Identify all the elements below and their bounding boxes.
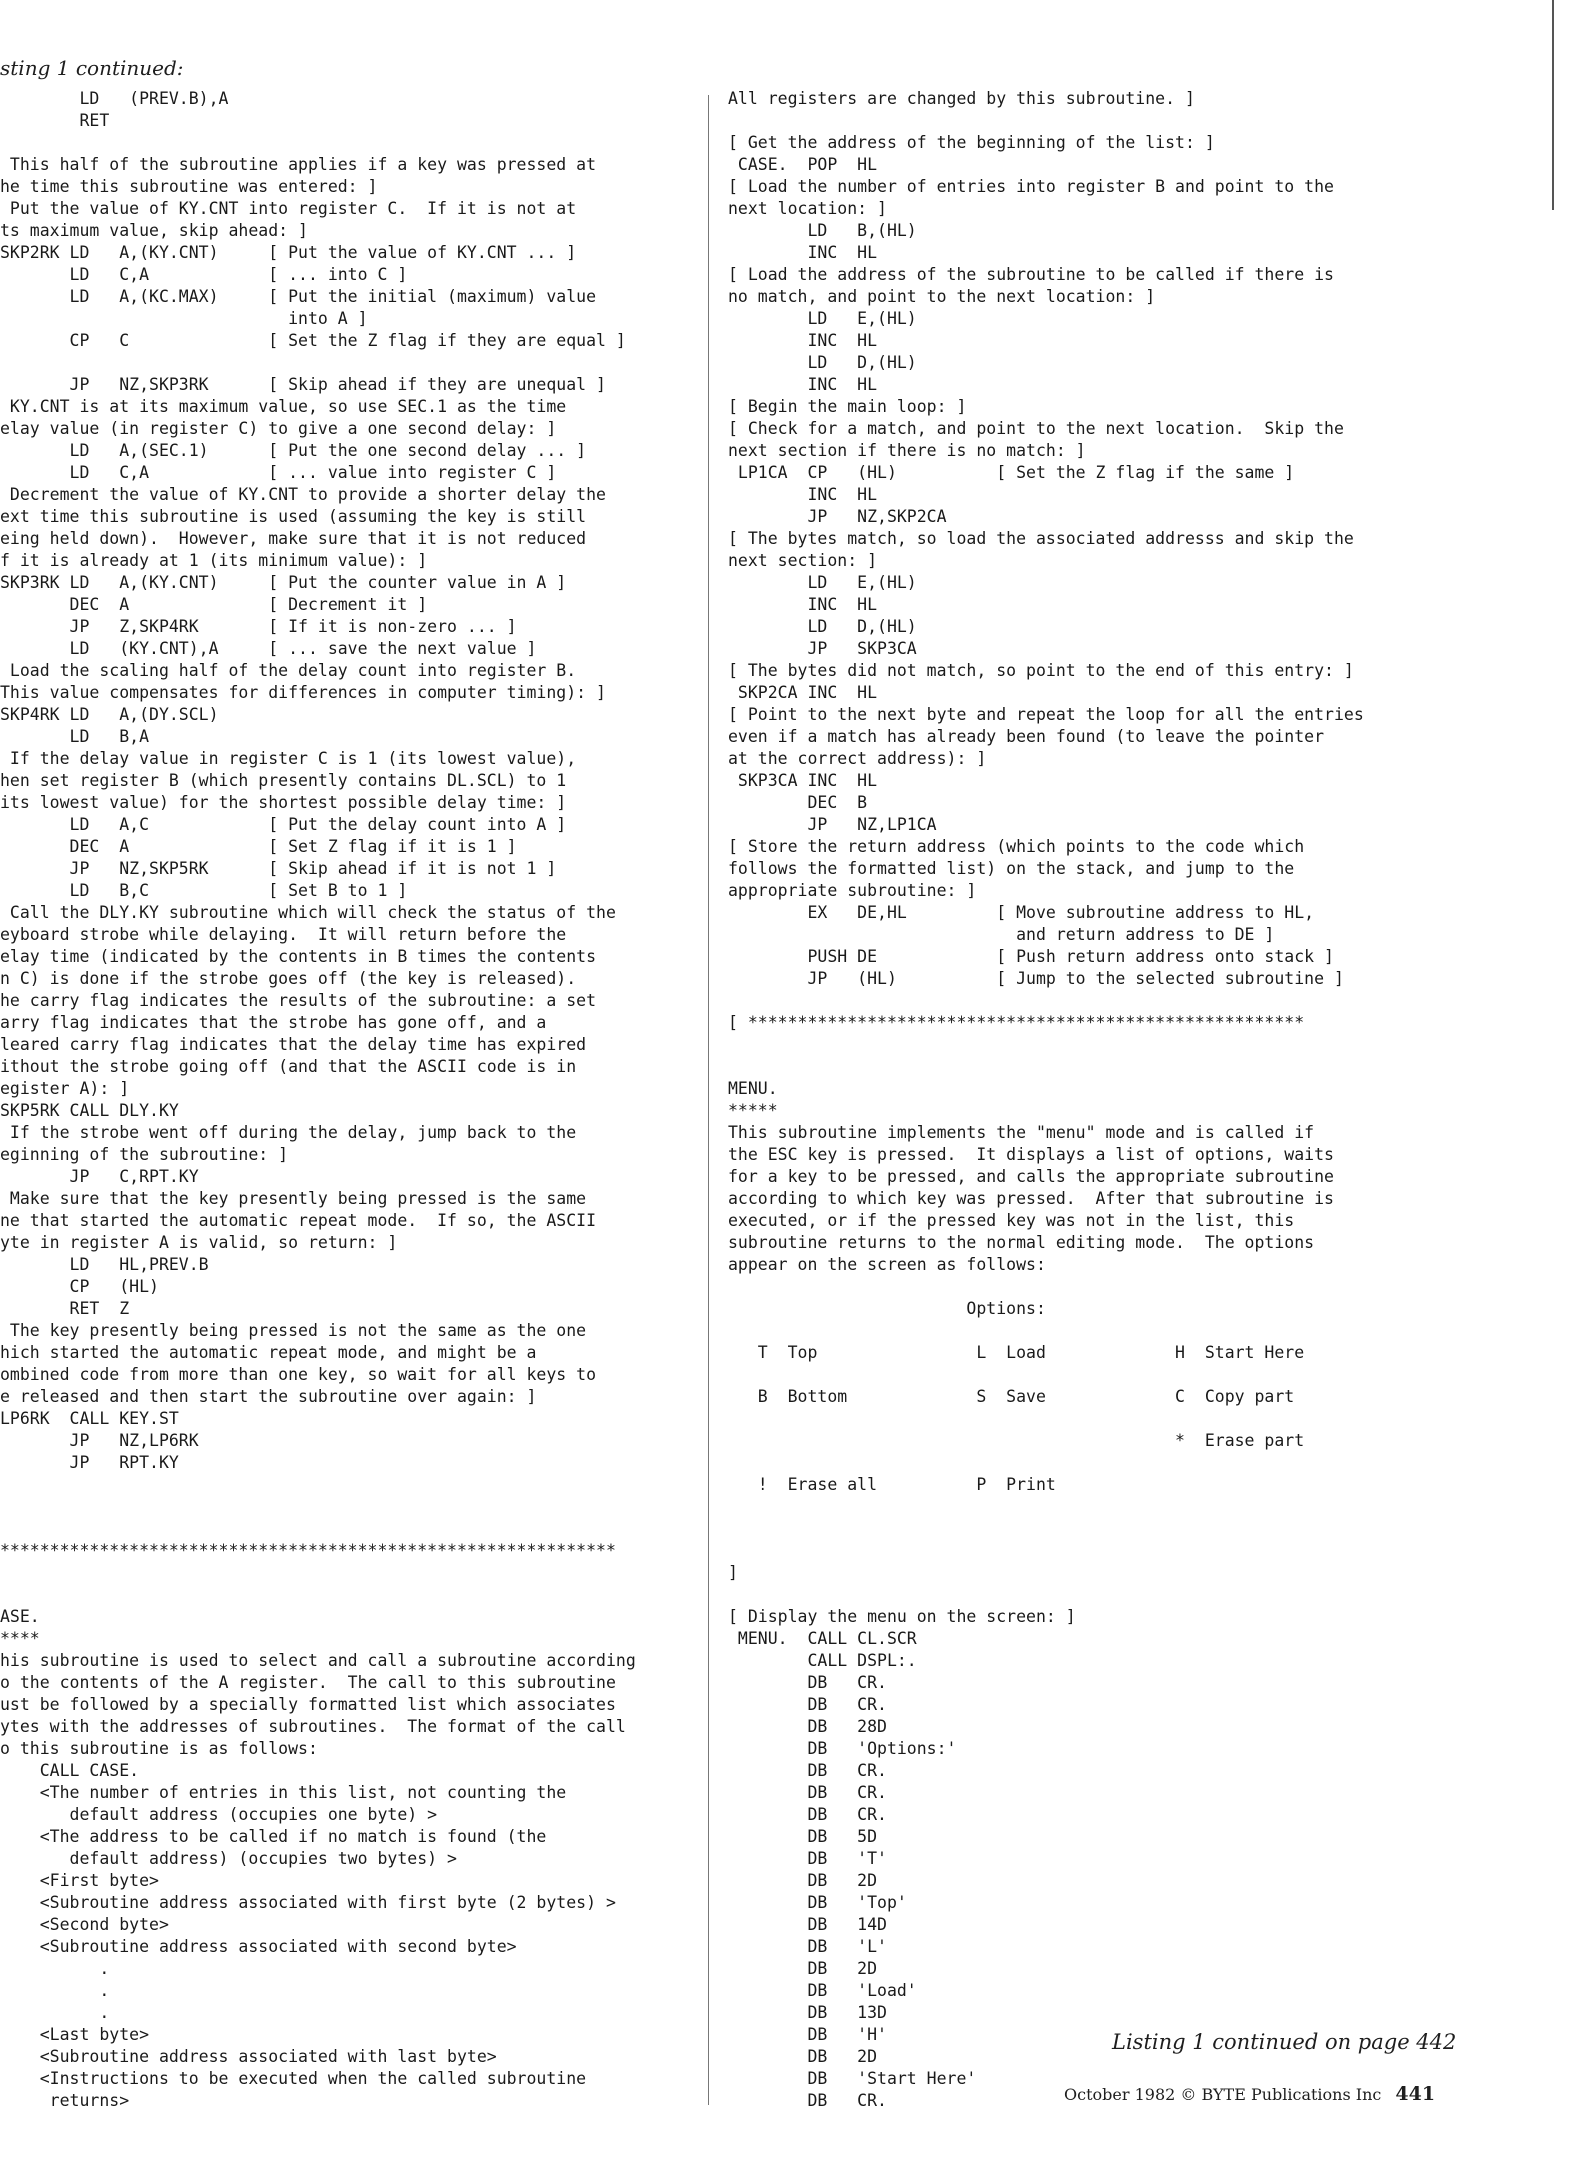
code-line: If the strobe went off during the delay, jump back to the xyxy=(0,1123,577,1142)
code-line: LD B,C [ Set B to 1 ] xyxy=(0,881,408,900)
code-line: DB 'Options:' xyxy=(728,1739,957,1758)
code-line: Put the value of KY.CNT into register C. If it is not at xyxy=(0,199,577,218)
code-line: INC HL xyxy=(728,485,878,504)
code-line: hich started the automatic repeat mode, and might be a xyxy=(0,1343,537,1362)
code-line: JP NZ,SKP3RK [ Skip ahead if they are unequal ] xyxy=(0,375,606,394)
code-line: CALL CASE. xyxy=(0,1761,140,1780)
code-line: LD D,(HL) xyxy=(728,353,917,372)
footer-credit: October 1982 © BYTE Publications Inc xyxy=(1064,2085,1382,2104)
code-line: [ Store the return address (which points to the code which xyxy=(728,837,1305,856)
code-line: [ Load the address of the subroutine to be called if there is xyxy=(728,265,1334,284)
code-line: LP1CA CP (HL) [ Set the Z flag if the same ] xyxy=(728,463,1295,482)
code-line: [ Load the number of entries into register B and point to the xyxy=(728,177,1334,196)
code-line: its lowest value) for the shortest possible delay time: ] xyxy=(0,793,567,812)
code-line: LD HL,PREV.B xyxy=(0,1255,209,1274)
code-line: JP NZ,LP1CA xyxy=(728,815,937,834)
code-line: DB CR. xyxy=(728,1805,887,1824)
code-line: DEC A [ Set Z flag if it is 1 ] xyxy=(0,837,517,856)
code-line: e released and then start the subroutine over again: ] xyxy=(0,1387,537,1406)
code-line: appropriate subroutine: ] xyxy=(728,881,977,900)
code-line: MENU. xyxy=(728,1079,778,1098)
code-line: the ESC key is pressed. It displays a list of options, waits xyxy=(728,1145,1334,1164)
code-line: JP NZ,SKP5RK [ Skip ahead if it is not 1 ] xyxy=(0,859,557,878)
code-line: DB 'L' xyxy=(728,1937,887,1956)
code-line: <The address to be called if no match is found (the xyxy=(0,1827,547,1846)
code-line: subroutine returns to the normal editing mode. The options xyxy=(728,1233,1315,1252)
code-line: JP C,RPT.KY xyxy=(0,1167,199,1186)
code-line: <Second byte> xyxy=(0,1915,169,1934)
code-line: SKP3CA INC HL xyxy=(728,771,878,790)
code-line: RET xyxy=(0,111,110,130)
code-line: All registers are changed by this subroutine. ] xyxy=(728,89,1195,108)
code-line: <First byte> xyxy=(0,1871,159,1890)
code-line: he carry flag indicates the results of the subroutine: a set xyxy=(0,991,597,1010)
code-line: DEC A [ Decrement it ] xyxy=(0,595,428,614)
code-line: The key presently being pressed is not the same as the one xyxy=(0,1321,587,1340)
listing-continued-label: sting 1 continued: xyxy=(0,56,184,80)
code-line: CALL DSPL:. xyxy=(728,1651,917,1670)
code-line: . xyxy=(0,2003,110,2022)
code-line: into A ] xyxy=(0,309,368,328)
code-line: T Top L Load H Start Here xyxy=(728,1343,1305,1362)
code-line: even if a match has already been found (to leave the pointer xyxy=(728,727,1325,746)
code-line: MENU. CALL CL.SCR xyxy=(728,1629,917,1648)
code-line: Make sure that the key presently being pressed is the same xyxy=(0,1189,587,1208)
code-line: f it is already at 1 (its minimum value): ] xyxy=(0,551,428,570)
code-line: DB 2D xyxy=(728,2047,878,2066)
code-line: default address (occupies one byte) > xyxy=(0,1805,438,1824)
code-line: This value compensates for differences in computer timing): ] xyxy=(0,683,606,702)
code-line: DB 2D xyxy=(728,1871,878,1890)
code-line: o this subroutine is as follows: xyxy=(0,1739,318,1758)
code-line: CP C [ Set the Z flag if they are equal ] xyxy=(0,331,626,350)
code-line: LD B,(HL) xyxy=(728,221,917,240)
page-number: 441 xyxy=(1395,2083,1436,2105)
code-line: [ Get the address of the beginning of the list: ] xyxy=(728,133,1215,152)
code-line: DB 2D xyxy=(728,1959,878,1978)
right-code-listing xyxy=(728,88,1364,2112)
code-line: LD A,(KC.MAX) [ Put the initial (maximum) value xyxy=(0,287,597,306)
code-line: ASE. xyxy=(0,1607,40,1626)
code-line: LD C,A [ ... into C ] xyxy=(0,265,408,284)
code-line: ytes with the addresses of subroutines. The format of the call xyxy=(0,1717,626,1736)
code-line: executed, or if the pressed key was not in the list, this xyxy=(728,1211,1295,1230)
code-line: he time this subroutine was entered: ] xyxy=(0,177,378,196)
code-line: EX DE,HL [ Move subroutine address to HL, xyxy=(728,903,1315,922)
code-line: egister A): ] xyxy=(0,1079,130,1098)
code-line: INC HL xyxy=(728,243,878,262)
code-line: elay value (in register C) to give a one second delay: ] xyxy=(0,419,557,438)
code-line: Load the scaling half of the delay count into register B. xyxy=(0,661,577,680)
code-line: INC HL xyxy=(728,331,878,350)
code-line: LD D,(HL) xyxy=(728,617,917,636)
code-line: JP NZ,LP6RK xyxy=(0,1431,199,1450)
code-line: [ Begin the main loop: ] xyxy=(728,397,967,416)
code-line: SKP2RK LD A,(KY.CNT) [ Put the value of KY.CNT ... ] xyxy=(0,243,577,262)
code-line: **** xyxy=(0,1629,40,1648)
code-line: . xyxy=(0,1981,110,2000)
code-line: DB 'T' xyxy=(728,1849,887,1868)
page-footer xyxy=(1064,2083,1435,2105)
code-line: DB 28D xyxy=(728,1717,887,1736)
code-line: * Erase part xyxy=(728,1431,1305,1450)
code-line: and return address to DE ] xyxy=(728,925,1275,944)
code-line: ext time this subroutine is used (assuming the key is still xyxy=(0,507,587,526)
page-edge-rule xyxy=(1552,0,1554,210)
code-line: <Subroutine address associated with first byte (2 bytes) > xyxy=(0,1893,616,1912)
column-divider xyxy=(708,95,709,2105)
code-line: Call the DLY.KY subroutine which will check the status of the xyxy=(0,903,616,922)
code-line: hen set register B (which presently contains DL.SCL) to 1 xyxy=(0,771,567,790)
code-line: JP NZ,SKP2CA xyxy=(728,507,947,526)
code-line: default address) (occupies two bytes) > xyxy=(0,1849,457,1868)
code-line: KY.CNT is at its maximum value, so use SEC.1 as the time xyxy=(0,397,567,416)
code-line: no match, and point to the next location: ] xyxy=(728,287,1156,306)
code-line: JP SKP3CA xyxy=(728,639,917,658)
code-line: DB CR. xyxy=(728,1695,887,1714)
code-line: DB 'H' xyxy=(728,2025,887,2044)
code-line: ************************************************************** xyxy=(0,1541,616,1560)
code-line: DB 5D xyxy=(728,1827,878,1846)
code-line: at the correct address): ] xyxy=(728,749,987,768)
code-line: INC HL xyxy=(728,375,878,394)
code-line: [ Point to the next byte and repeat the loop for all the entries xyxy=(728,705,1364,724)
code-line: eyboard strobe while delaying. It will return before the xyxy=(0,925,567,944)
code-line: Decrement the value of KY.CNT to provide a shorter delay the xyxy=(0,485,606,504)
code-line: arry flag indicates that the strobe has gone off, and a xyxy=(0,1013,547,1032)
left-code-listing xyxy=(0,88,636,2112)
code-line: DB CR. xyxy=(728,1761,887,1780)
code-line: <Subroutine address associated with second byte> xyxy=(0,1937,517,1956)
code-line: SKP3RK LD A,(KY.CNT) [ Put the counter value in A ] xyxy=(0,573,567,592)
code-line: LD E,(HL) xyxy=(728,573,917,592)
code-line: ! Erase all P Print xyxy=(728,1475,1056,1494)
code-line: SKP5RK CALL DLY.KY xyxy=(0,1101,179,1120)
code-line: eing held down). However, make sure that it is not reduced xyxy=(0,529,587,548)
code-line: RET Z xyxy=(0,1299,130,1318)
code-line: B Bottom S Save C Copy part xyxy=(728,1387,1295,1406)
code-line: DB 'Load' xyxy=(728,1981,917,2000)
continued-on-next-page: Listing 1 continued on page 442 xyxy=(1112,2030,1457,2054)
code-line: LP6RK CALL KEY.ST xyxy=(0,1409,179,1428)
code-line: ombined code from more than one key, so wait for all keys to xyxy=(0,1365,597,1384)
code-line: INC HL xyxy=(728,595,878,614)
code-line: DB CR. xyxy=(728,1783,887,1802)
code-line: JP RPT.KY xyxy=(0,1453,179,1472)
code-line: If the delay value in register C is 1 (its lowest value), xyxy=(0,749,577,768)
code-line: Options: xyxy=(728,1299,1046,1318)
code-line: This subroutine implements the "menu" mode and is called if xyxy=(728,1123,1315,1142)
code-line: next location: ] xyxy=(728,199,887,218)
code-line: elay time (indicated by the contents in B times the contents xyxy=(0,947,597,966)
code-line: SKP2CA INC HL xyxy=(728,683,878,702)
code-line: CP (HL) xyxy=(0,1277,159,1296)
code-line: next section: ] xyxy=(728,551,878,570)
code-line: ithout the strobe going off (and that the ASCII code is in xyxy=(0,1057,577,1076)
code-line: <Subroutine address associated with last byte> xyxy=(0,2047,497,2066)
code-line: eginning of the subroutine: ] xyxy=(0,1145,289,1164)
code-line: DB CR. xyxy=(728,2091,887,2110)
code-line: This half of the subroutine applies if a key was pressed at xyxy=(0,155,597,174)
code-line: <Last byte> xyxy=(0,2025,150,2044)
code-line: <Instructions to be executed when the called subroutine xyxy=(0,2069,587,2088)
code-line: next section if there is no match: ] xyxy=(728,441,1086,460)
code-line: LD E,(HL) xyxy=(728,309,917,328)
code-line: CASE. POP HL xyxy=(728,155,878,174)
code-line: LD A,(SEC.1) [ Put the one second delay ... ] xyxy=(0,441,587,460)
code-line: according to which key was pressed. After that subroutine is xyxy=(728,1189,1334,1208)
code-line: DEC B xyxy=(728,793,868,812)
code-line: follows the formatted list) on the stack, and jump to the xyxy=(728,859,1295,878)
code-line: LD B,A xyxy=(0,727,150,746)
code-line: ] xyxy=(728,1563,738,1582)
code-line: ne that started the automatic repeat mode. If so, the ASCII xyxy=(0,1211,597,1230)
code-line: PUSH DE [ Push return address onto stack ] xyxy=(728,947,1334,966)
code-line: . xyxy=(0,1959,110,1978)
code-line: DB 'Top' xyxy=(728,1893,907,1912)
code-line: [ Display the menu on the screen: ] xyxy=(728,1607,1076,1626)
code-line: ***** xyxy=(728,1101,778,1120)
code-line: DB 13D xyxy=(728,2003,887,2022)
code-line: DB 'Start Here' xyxy=(728,2069,977,2088)
code-line: yte in register A is valid, so return: ] xyxy=(0,1233,398,1252)
code-line: LD (KY.CNT),A [ ... save the next value ] xyxy=(0,639,537,658)
code-line: DB CR. xyxy=(728,1673,887,1692)
code-line: n C) is done if the strobe goes off (the key is released). xyxy=(0,969,577,988)
code-line: [ The bytes did not match, so point to the end of this entry: ] xyxy=(728,661,1354,680)
code-line: for a key to be pressed, and calls the appropriate subroutine xyxy=(728,1167,1334,1186)
code-line: his subroutine is used to select and call a subroutine according xyxy=(0,1651,636,1670)
code-line: DB 14D xyxy=(728,1915,887,1934)
code-line: appear on the screen as follows: xyxy=(728,1255,1046,1274)
code-line: ust be followed by a specially formatted list which associates xyxy=(0,1695,616,1714)
code-line: LD C,A [ ... value into register C ] xyxy=(0,463,557,482)
code-line: JP Z,SKP4RK [ If it is non-zero ... ] xyxy=(0,617,517,636)
code-line: JP (HL) [ Jump to the selected subroutine ] xyxy=(728,969,1344,988)
code-line: [ ******************************************************** xyxy=(728,1013,1305,1032)
code-line: LD (PREV.B),A xyxy=(0,89,229,108)
code-line: returns> xyxy=(0,2091,130,2110)
code-line: ts maximum value, skip ahead: ] xyxy=(0,221,308,240)
code-line: LD A,C [ Put the delay count into A ] xyxy=(0,815,567,834)
code-line: [ The bytes match, so load the associated addresss and skip the xyxy=(728,529,1354,548)
code-line: [ Check for a match, and point to the next location. Skip the xyxy=(728,419,1344,438)
code-line: <The number of entries in this list, not counting the xyxy=(0,1783,567,1802)
code-line: leared carry flag indicates that the delay time has expired xyxy=(0,1035,587,1054)
code-line: o the contents of the A register. The call to this subroutine xyxy=(0,1673,616,1692)
code-line: SKP4RK LD A,(DY.SCL) xyxy=(0,705,219,724)
